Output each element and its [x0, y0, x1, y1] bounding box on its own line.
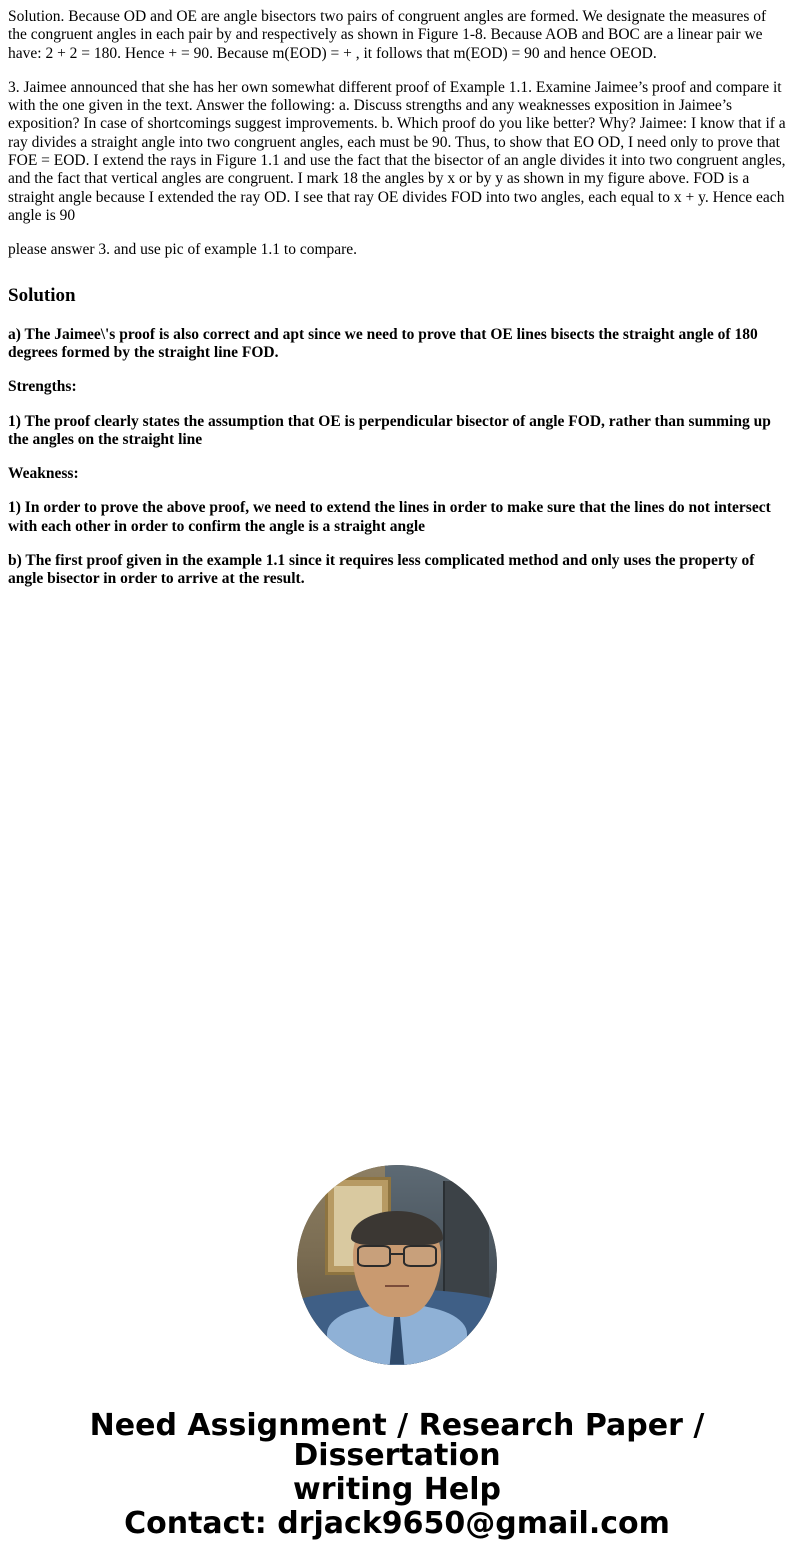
answer-b-text: b) The first proof given in the example 1.1 since it requires less complicated method and only uses the property of angle bisector in order to arrive at the result. [8, 552, 755, 588]
weakness-item-1: 1) In order to prove the above proof, we need to extend the lines in order to make sure that the lines do not intersect with each other in order to confirm the angle is a straight angle [8, 499, 771, 535]
footer-line-1: Need Assignment / Research Paper / Dissertation [89, 1407, 705, 1473]
avatar-glasses-right-lens [403, 1245, 437, 1267]
weakness-label: Weakness: [8, 465, 79, 483]
avatar-door [443, 1181, 489, 1305]
avatar-glasses-left-lens [357, 1245, 391, 1267]
paragraph-request: please answer 3. and use pic of example 1.1 to compare. [8, 241, 358, 259]
footer-line-3: Contact: drjack9650@gmail.com [124, 1505, 670, 1541]
footer-line-2: writing Help [293, 1471, 501, 1507]
paragraph-question-3: 3. Jaimee announced that she has her own somewhat different proof of Example 1.1. Examine Jaimee’s proof and compare it with the one given in the text. Answer the following: a. Discuss strengths and any weaknesses exposition in Jaimee’s exposition? In case of shortcomings suggest improvements. b. Which proof do you like better? Why? Jaimee: I know that if a ray divides a straight angle into two congruent angles, each must be 90. Thus, to show that EO OD, I need only to prove that FOE = EOD. I extend the rays in Figure 1.1 and use the fact that the bisector of an angle divides it into two congruent angles, and the fact that vertical angles are congruent. I mark 18 the angles by x or by y as shown in my figure above. FOD is a straight angle because I extended the ray OD. I see that ray OE divides FOD into two angles, each equal to x + y. Hence each angle is 90 [8, 78, 786, 224]
avatar-container [8, 1165, 786, 1365]
avatar-glasses-bridge [391, 1253, 403, 1255]
footer-contact-block [8, 1407, 786, 1541]
strengths-label: Strengths: [8, 378, 77, 396]
solution-heading: Solution [8, 285, 76, 307]
avatar-mouth [385, 1285, 409, 1287]
paragraph-solution-intro: Solution. Because OD and OE are angle bisectors two pairs of congruent angles are formed. We designate the measures of the congruent angles in each pair by and respectively as shown in Figure 1-8. Because AOB and BOC are a linear pair we have: 2 + 2 = 180. Hence + = 90. Because m(EOD) = + , it follows that m(EOD) = 90 and hence OEOD. [8, 8, 767, 62]
content-spacer [8, 605, 786, 1165]
strengths-item-1: 1) The proof clearly states the assumption that OE is perpendicular bisector of angle FOD, rather than summing up the angles on the straight line [8, 412, 771, 448]
answer-a-text: a) The Jaimee\'s proof is also correct and apt since we need to prove that OE lines bisects the straight angle of 180 degrees formed by the straight line FOD. [8, 325, 758, 362]
avatar [297, 1165, 497, 1365]
